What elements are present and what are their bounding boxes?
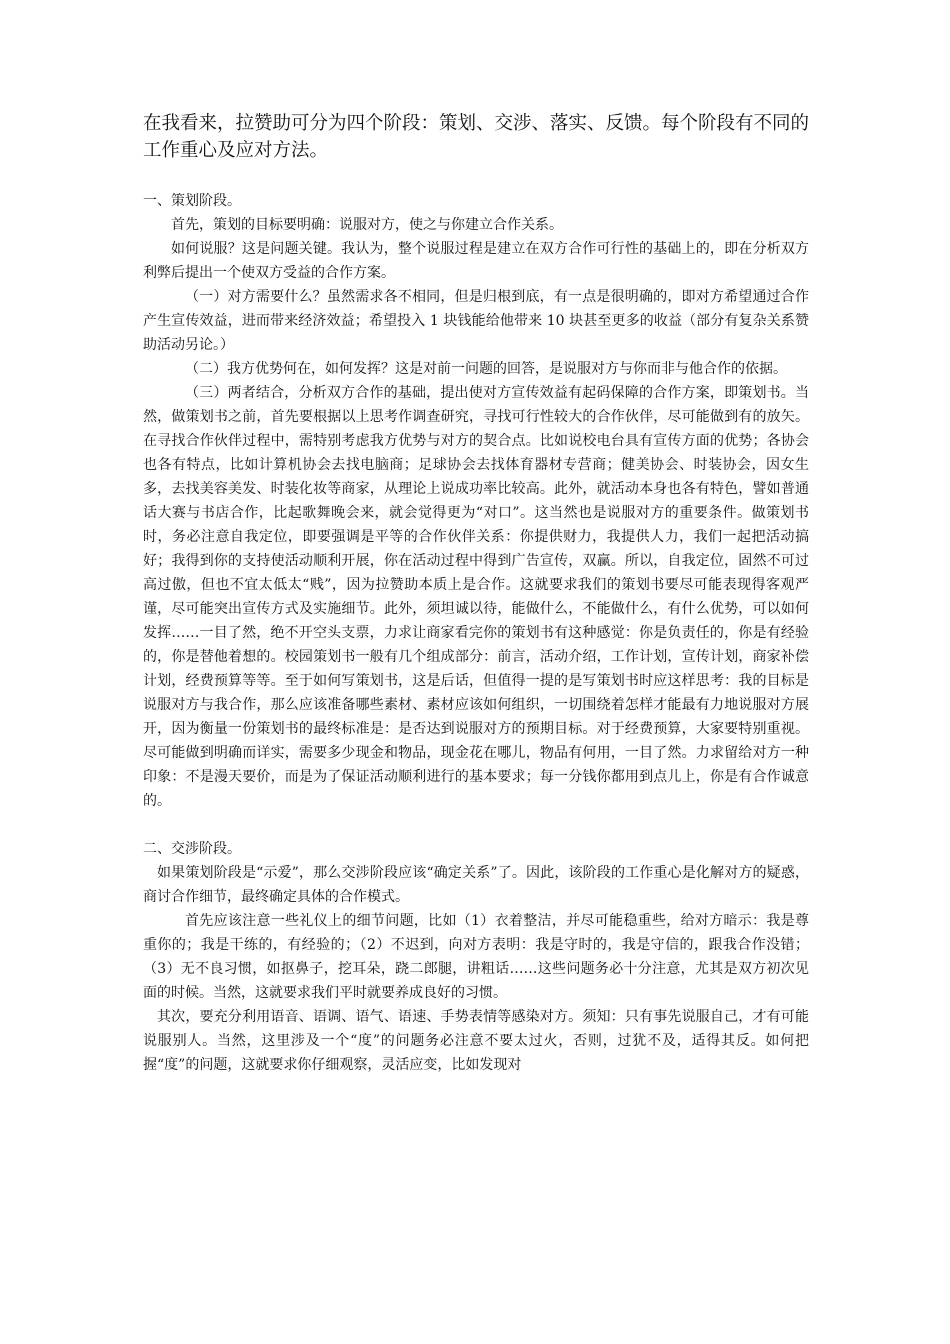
planning-paragraph-1: 首先，策划的目标要明确：说服对方，使之与你建立合作关系。 [171,217,563,233]
intro-paragraph: 在我看来，拉赞助可分为四个阶段：策划、交涉、落实、反馈。每个阶段有不同的工作重心及应对方法。 [143,113,810,161]
planning-paragraph-4: （二）我方优势何在，如何发挥？这是对前一问题的回答，是说服对方与你而非与他合作的依据。 [185,361,787,377]
section-heading-planning: 一、策划阶段。 [143,193,241,209]
negotiation-paragraph-2: 首先应该注意一些礼仪上的细节问题，比如（1）衣着整洁，并尽可能稳重些，给对方暗示：我是尊重你的；我是干练的，有经验的；（2）不迟到，向对方表明：我是守时的，我是守信的，跟我合作没错；（3）无不良习惯，如抠鼻子，挖耳朵，跷二郎腿，讲粗话……这些问题务必十分注意，尤其是双方初次见面的时候。当然，这就要求我们平时就要养成良好的习惯。 [143,913,809,1001]
planning-paragraph-3: （一）对方需要什么？虽然需求各不相同，但是归根到底，有一点是很明确的，即对方希望通过合作产生宣传效益，进而带来经济效益；希望投入 1 块钱能给他带来 10 块甚至更多的收益（部分有复杂关系赞助活动另论。） [143,289,809,353]
document-body [143,110,809,1077]
planning-paragraph-2: 如何说服？这是问题关键。我认为，整个说服过程是建立在双方合作可行性的基础上的，即在分析双方利弊后提出一个使双方受益的合作方案。 [143,241,809,281]
section-spacer [143,813,809,837]
negotiation-paragraph-1: 如果策划阶段是“示爱”，那么交涉阶段应该“确定关系”了。因此，该阶段的工作重心是化解对方的疑惑，商讨合作细节，最终确定具体的合作模式。 [143,865,809,905]
negotiation-paragraph-3: 其次，要充分利用语音、语调、语气、语速、手势表情等感染对方。须知：只有事先说服自己，才有可能说服别人。当然，这里涉及一个“度”的问题务必注意不要太过火，否则，过犹不及，适得其反。如何把握“度”的问题，这就要求你仔细观察，灵活应变，比如发现对 [143,1009,809,1073]
section-heading-negotiation: 二、交涉阶段。 [143,841,241,857]
planning-paragraph-5: （三）两者结合，分析双方合作的基础，提出使对方宣传效益有起码保障的合作方案，即策划书。当然，做策划书之前，首先要根据以上思考作调查研究，寻找可行性较大的合作伙伴，尽可能做到有的放矢。在寻找合作伙伴过程中，需特别考虑我方优势与对方的契合点。比如说校电台具有宣传方面的优势；各协会也各有特点，比如计算机协会去找电脑商；足球协会去找体育器材专营商；健美协会、时装协会，因女生多，去找美容美发、时装化妆等商家，从理论上说成功率比较高。此外，就活动本身也各有特色，譬如普通话大赛与书店合作，比起歌舞晚会来，就会觉得更为“对口”。这当然也是说服对方的重要条件。做策划书时，务必注意自我定位，即要强调是平等的合作伙伴关系：你提供财力，我提供人力，我们一起把活动搞好；我得到你的支持使活动顺利开展，你在活动过程中得到广告宣传，双赢。所以，自我定位，固然不可过高过傲，但也不宜太低太“贱”，因为拉赞助本质上是合作。这就要求我们的策划书要尽可能表现得客观严谨，尽可能突出宣传方式及实施细节。此外，须坦诚以待，能做什么，不能做什么，有什么优势，可以如何发挥……一目了然，绝不开空头支票，力求让商家看完你的策划书有这种感觉：你是负责任的，你是有经验的，你是替他着想的。校园策划书一般有几个组成部分：前言，活动介绍，工作计划，宣传计划，商家补偿计划，经费预算等等。至于如何写策划书，这是后话，但值得一提的是写策划书时应这样思考：我的目标是说服对方与我合作，那么应该准备哪些素材、素材应该如何组织，一切围绕着怎样才能最有力地说服对方展开，因为衡量一份策划书的最终标准是：是否达到说服对方的预期目标。对于经费预算，大家要特别重视。尽可能做到明确而详实，需要多少现金和物品，现金花在哪儿，物品有何用，一目了然。力求留给对方一种印象：不是漫天要价，而是为了保证活动顺利进行的基本要求；每一分钱你都用到点儿上，你是有合作诚意的。 [143,385,809,809]
